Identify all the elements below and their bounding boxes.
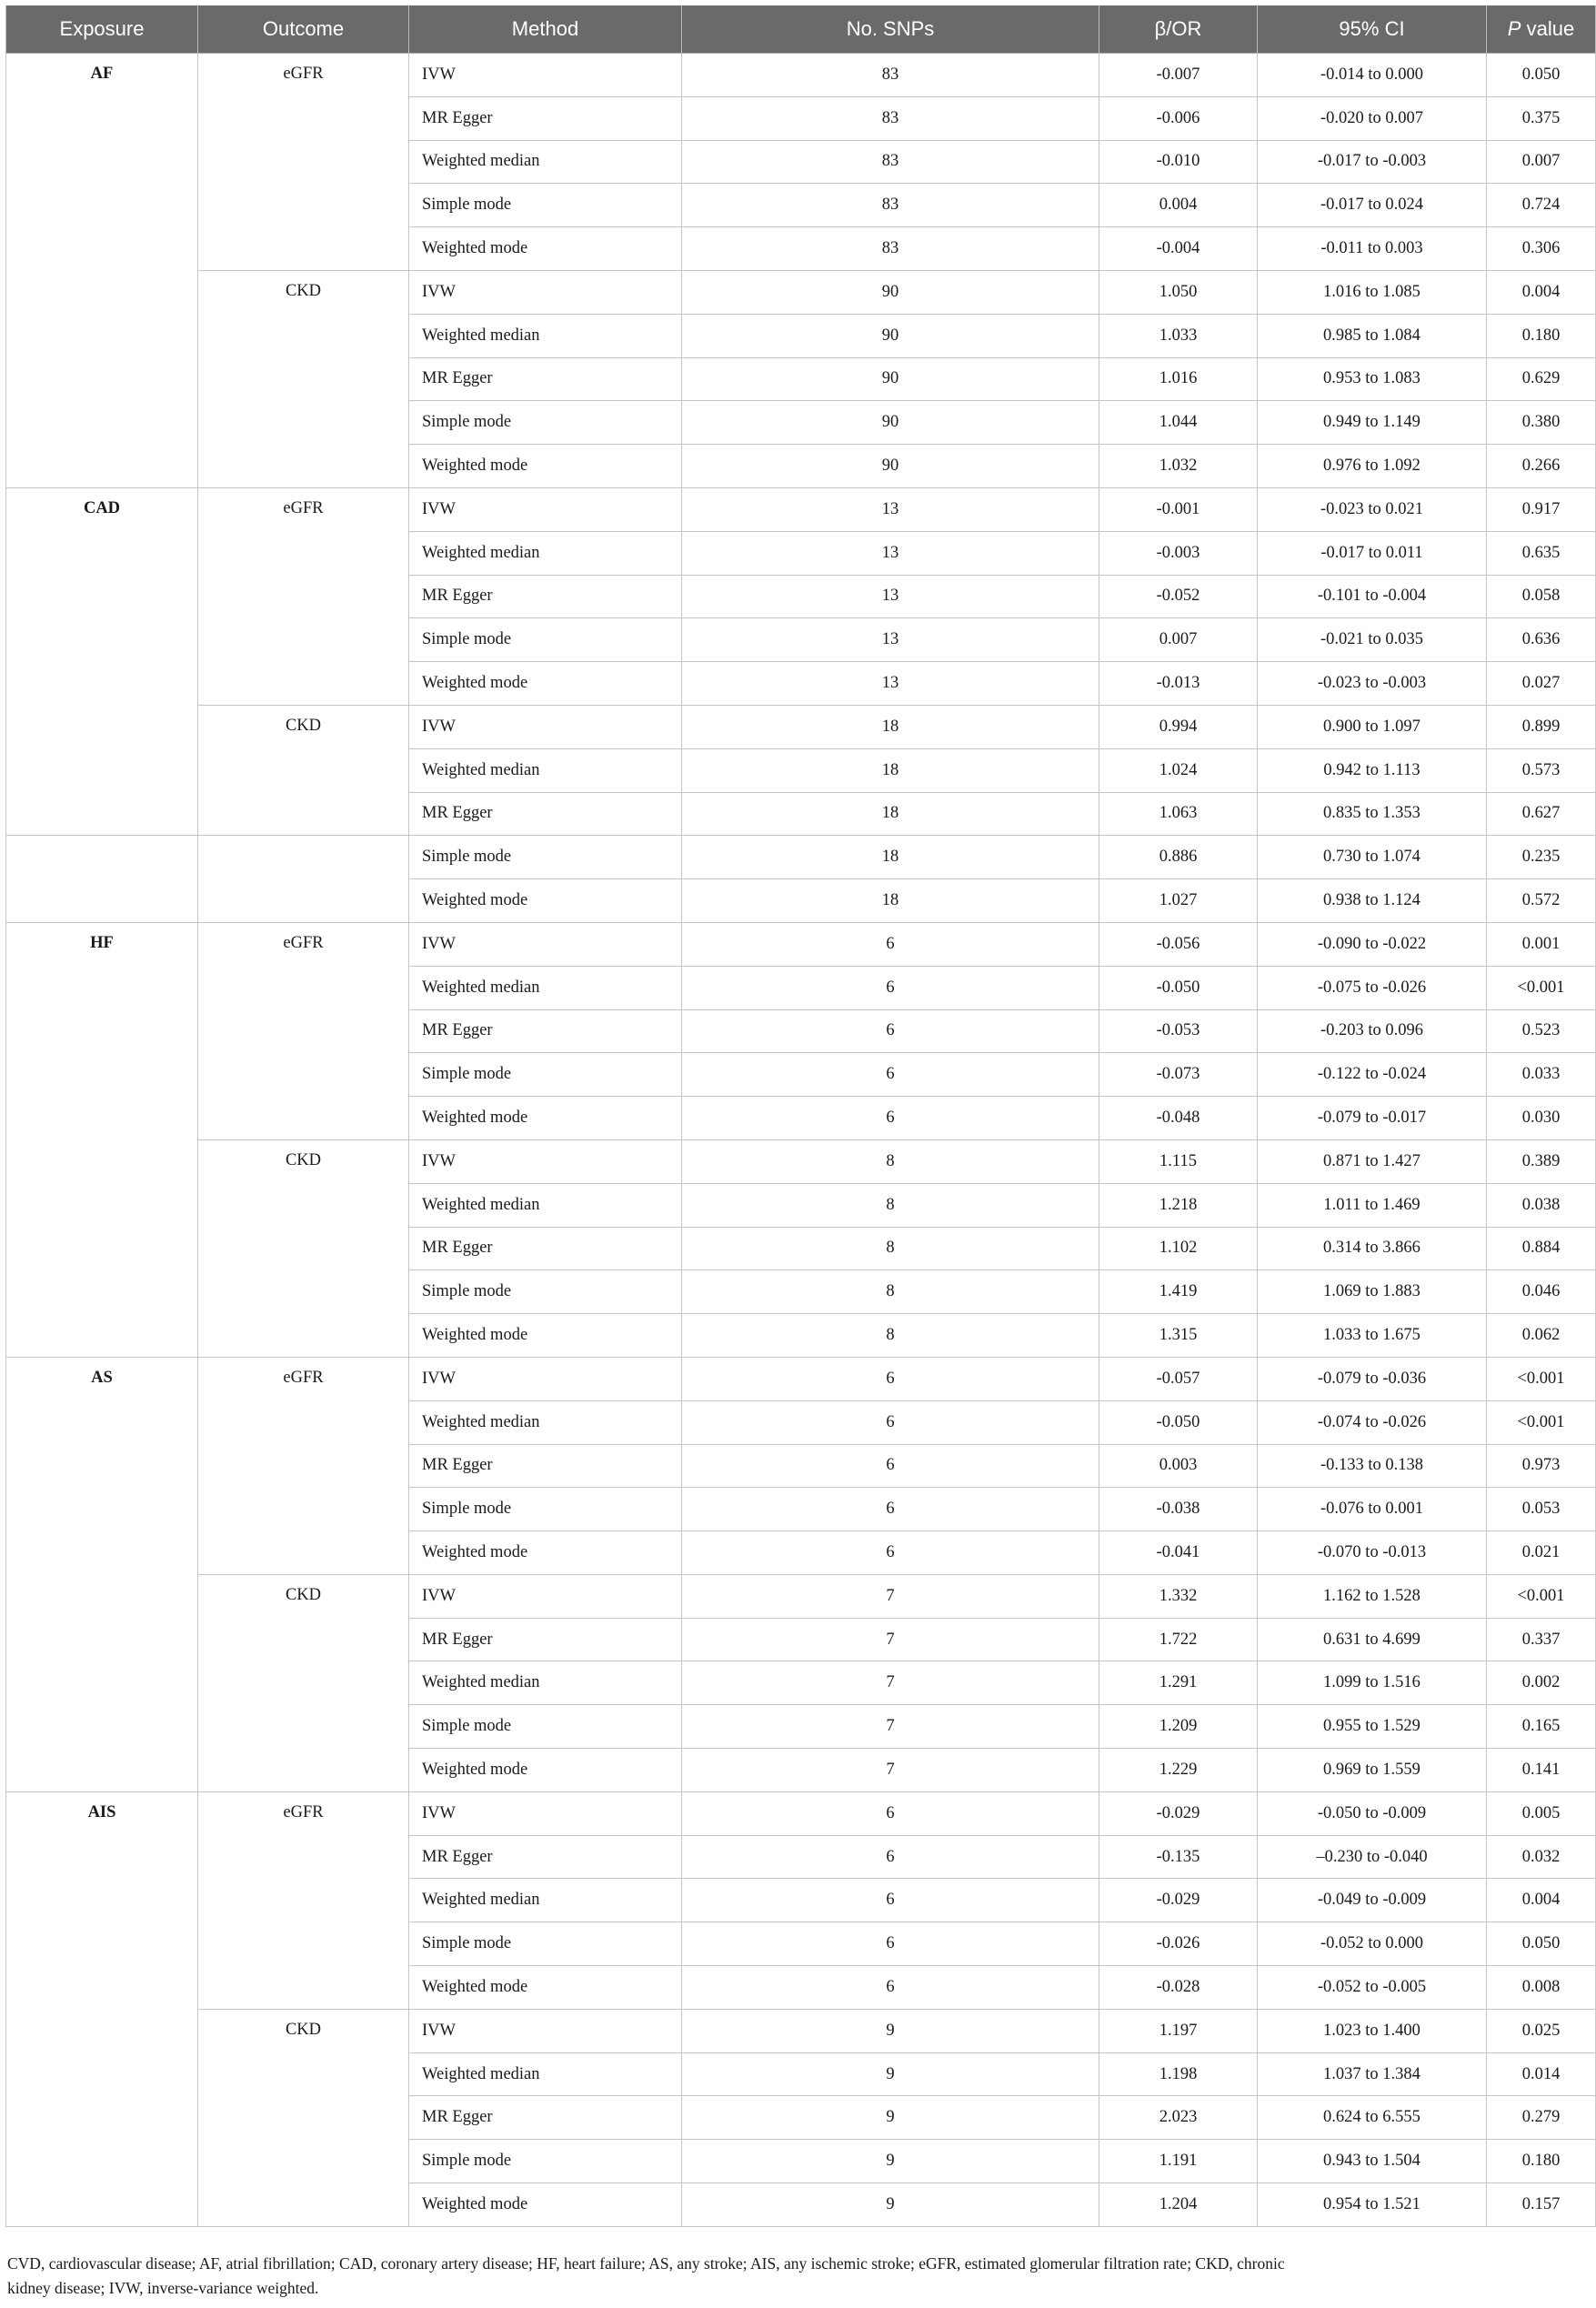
ci-cell: -0.049 to -0.009 xyxy=(1258,1879,1487,1922)
method-cell: Simple mode xyxy=(409,1705,682,1749)
method-cell: Weighted mode xyxy=(409,227,682,271)
p-value-cell: 0.004 xyxy=(1487,1879,1596,1922)
results-table-container xyxy=(5,5,1575,2227)
snps-cell: 83 xyxy=(682,140,1099,184)
ci-cell: -0.017 to -0.003 xyxy=(1258,140,1487,184)
snps-cell: 18 xyxy=(682,792,1099,836)
exposure-cell xyxy=(6,836,198,923)
outcome-cell: CKD xyxy=(198,705,409,835)
table-row xyxy=(6,1791,1596,1835)
p-value-cell: <0.001 xyxy=(1487,1400,1596,1444)
snps-cell: 18 xyxy=(682,879,1099,923)
snps-cell: 9 xyxy=(682,2183,1099,2227)
beta-cell: -0.028 xyxy=(1099,1966,1258,2010)
method-cell: Weighted mode xyxy=(409,2183,682,2227)
beta-cell: 1.044 xyxy=(1099,401,1258,445)
p-value-cell: <0.001 xyxy=(1487,966,1596,1009)
ci-cell: -0.079 to -0.036 xyxy=(1258,1357,1487,1400)
ci-cell: –0.230 to -0.040 xyxy=(1258,1835,1487,1879)
p-value-cell: 0.572 xyxy=(1487,879,1596,923)
p-value-cell: 0.724 xyxy=(1487,184,1596,227)
p-value-cell: 0.389 xyxy=(1487,1139,1596,1183)
header-p-rest: value xyxy=(1521,17,1575,40)
method-cell: Weighted median xyxy=(409,966,682,1009)
method-cell: Weighted mode xyxy=(409,1314,682,1358)
method-cell: MR Egger xyxy=(409,1227,682,1270)
snps-cell: 83 xyxy=(682,184,1099,227)
p-value-cell: 0.180 xyxy=(1487,314,1596,357)
snps-cell: 13 xyxy=(682,531,1099,575)
snps-cell: 6 xyxy=(682,1488,1099,1531)
beta-cell: 1.332 xyxy=(1099,1574,1258,1618)
table-row xyxy=(6,487,1596,531)
snps-cell: 13 xyxy=(682,662,1099,706)
snps-cell: 9 xyxy=(682,2052,1099,2096)
beta-cell: -0.013 xyxy=(1099,662,1258,706)
ci-cell: -0.014 to 0.000 xyxy=(1258,54,1487,97)
ci-cell: -0.074 to -0.026 xyxy=(1258,1400,1487,1444)
outcome-cell: CKD xyxy=(198,1139,409,1357)
ci-cell: 1.162 to 1.528 xyxy=(1258,1574,1487,1618)
method-cell: IVW xyxy=(409,1574,682,1618)
snps-cell: 9 xyxy=(682,2009,1099,2052)
ci-cell: 0.624 to 6.555 xyxy=(1258,2096,1487,2140)
p-value-cell: 0.180 xyxy=(1487,2140,1596,2183)
beta-cell: -0.026 xyxy=(1099,1922,1258,1966)
ci-cell: 0.730 to 1.074 xyxy=(1258,836,1487,879)
snps-cell: 7 xyxy=(682,1749,1099,1792)
snps-cell: 13 xyxy=(682,575,1099,618)
exposure-cell: AF xyxy=(6,54,198,488)
ci-cell: 1.099 to 1.516 xyxy=(1258,1661,1487,1705)
p-value-cell: 0.266 xyxy=(1487,445,1596,488)
ci-cell: -0.122 to -0.024 xyxy=(1258,1053,1487,1097)
beta-cell: -0.010 xyxy=(1099,140,1258,184)
snps-cell: 6 xyxy=(682,966,1099,1009)
method-cell: Weighted median xyxy=(409,1400,682,1444)
p-value-cell: 0.165 xyxy=(1487,1705,1596,1749)
table-row xyxy=(6,2009,1596,2052)
p-value-cell: 0.001 xyxy=(1487,922,1596,966)
outcome-cell: eGFR xyxy=(198,487,409,705)
beta-cell: -0.057 xyxy=(1099,1357,1258,1400)
method-cell: IVW xyxy=(409,1357,682,1400)
table-row xyxy=(6,1574,1596,1618)
ci-cell: 0.949 to 1.149 xyxy=(1258,401,1487,445)
snps-cell: 6 xyxy=(682,922,1099,966)
method-cell: Weighted median xyxy=(409,140,682,184)
beta-cell: 1.063 xyxy=(1099,792,1258,836)
beta-cell: 0.003 xyxy=(1099,1444,1258,1488)
exposure-cell: CAD xyxy=(6,487,198,835)
method-cell: IVW xyxy=(409,1791,682,1835)
method-cell: Weighted median xyxy=(409,1879,682,1922)
outcome-cell: CKD xyxy=(198,2009,409,2226)
snps-cell: 9 xyxy=(682,2096,1099,2140)
header-p-italic: P xyxy=(1507,17,1521,40)
snps-cell: 83 xyxy=(682,54,1099,97)
p-value-cell: 0.002 xyxy=(1487,1661,1596,1705)
ci-cell: 0.955 to 1.529 xyxy=(1258,1705,1487,1749)
method-cell: IVW xyxy=(409,270,682,314)
beta-cell: 1.191 xyxy=(1099,2140,1258,2183)
p-value-cell: 0.627 xyxy=(1487,792,1596,836)
beta-cell: 1.198 xyxy=(1099,2052,1258,2096)
p-value-cell: 0.973 xyxy=(1487,1444,1596,1488)
beta-cell: 1.050 xyxy=(1099,270,1258,314)
mr-results-table xyxy=(5,5,1596,2227)
p-value-cell: 0.635 xyxy=(1487,531,1596,575)
method-cell: Weighted mode xyxy=(409,1531,682,1575)
snps-cell: 8 xyxy=(682,1183,1099,1227)
ci-cell: -0.017 to 0.024 xyxy=(1258,184,1487,227)
beta-cell: -0.135 xyxy=(1099,1835,1258,1879)
exposure-cell: AIS xyxy=(6,1791,198,2226)
snps-cell: 18 xyxy=(682,705,1099,748)
outcome-cell: CKD xyxy=(198,270,409,487)
ci-cell: 0.835 to 1.353 xyxy=(1258,792,1487,836)
method-cell: Simple mode xyxy=(409,1488,682,1531)
p-value-cell: <0.001 xyxy=(1487,1574,1596,1618)
beta-cell: -0.029 xyxy=(1099,1791,1258,1835)
method-cell: MR Egger xyxy=(409,96,682,140)
method-cell: Weighted mode xyxy=(409,879,682,923)
ci-cell: 0.969 to 1.559 xyxy=(1258,1749,1487,1792)
p-value-cell: 0.629 xyxy=(1487,357,1596,401)
method-cell: Weighted median xyxy=(409,748,682,792)
ci-cell: 0.871 to 1.427 xyxy=(1258,1139,1487,1183)
snps-cell: 90 xyxy=(682,401,1099,445)
method-cell: Simple mode xyxy=(409,1922,682,1966)
header-p-value xyxy=(1487,5,1596,54)
method-cell: Simple mode xyxy=(409,2140,682,2183)
snps-cell: 6 xyxy=(682,1400,1099,1444)
method-cell: IVW xyxy=(409,1139,682,1183)
snps-cell: 6 xyxy=(682,1835,1099,1879)
table-body xyxy=(6,54,1596,2227)
beta-cell: 0.007 xyxy=(1099,618,1258,662)
beta-cell: -0.048 xyxy=(1099,1097,1258,1140)
method-cell: Simple mode xyxy=(409,1270,682,1314)
beta-cell: -0.003 xyxy=(1099,531,1258,575)
ci-cell: 0.976 to 1.092 xyxy=(1258,445,1487,488)
ci-cell: -0.101 to -0.004 xyxy=(1258,575,1487,618)
header-method: Method xyxy=(409,5,682,54)
snps-cell: 7 xyxy=(682,1574,1099,1618)
method-cell: MR Egger xyxy=(409,1444,682,1488)
snps-cell: 90 xyxy=(682,357,1099,401)
method-cell: IVW xyxy=(409,705,682,748)
p-value-cell: 0.636 xyxy=(1487,618,1596,662)
p-value-cell: 0.038 xyxy=(1487,1183,1596,1227)
p-value-cell: <0.001 xyxy=(1487,1357,1596,1400)
beta-cell: -0.041 xyxy=(1099,1531,1258,1575)
snps-cell: 8 xyxy=(682,1227,1099,1270)
beta-cell: 0.994 xyxy=(1099,705,1258,748)
p-value-cell: 0.014 xyxy=(1487,2052,1596,2096)
snps-cell: 6 xyxy=(682,1531,1099,1575)
ci-cell: -0.070 to -0.013 xyxy=(1258,1531,1487,1575)
method-cell: IVW xyxy=(409,487,682,531)
snps-cell: 7 xyxy=(682,1705,1099,1749)
outcome-cell: CKD xyxy=(198,1574,409,1791)
header-ci: 95% CI xyxy=(1258,5,1487,54)
outcome-cell xyxy=(198,836,409,923)
beta-cell: 1.027 xyxy=(1099,879,1258,923)
ci-cell: 0.938 to 1.124 xyxy=(1258,879,1487,923)
p-value-cell: 0.005 xyxy=(1487,1791,1596,1835)
header-snps: No. SNPs xyxy=(682,5,1099,54)
ci-cell: -0.020 to 0.007 xyxy=(1258,96,1487,140)
beta-cell: -0.053 xyxy=(1099,1009,1258,1053)
method-cell: MR Egger xyxy=(409,2096,682,2140)
p-value-cell: 0.375 xyxy=(1487,96,1596,140)
p-value-cell: 0.004 xyxy=(1487,270,1596,314)
p-value-cell: 0.337 xyxy=(1487,1618,1596,1661)
table-row xyxy=(6,1357,1596,1400)
beta-cell: -0.050 xyxy=(1099,1400,1258,1444)
p-value-cell: 0.573 xyxy=(1487,748,1596,792)
beta-cell: -0.038 xyxy=(1099,1488,1258,1531)
p-value-cell: 0.030 xyxy=(1487,1097,1596,1140)
beta-cell: -0.056 xyxy=(1099,922,1258,966)
snps-cell: 90 xyxy=(682,270,1099,314)
snps-cell: 8 xyxy=(682,1270,1099,1314)
p-value-cell: 0.306 xyxy=(1487,227,1596,271)
method-cell: Weighted mode xyxy=(409,1966,682,2010)
ci-cell: 0.943 to 1.504 xyxy=(1258,2140,1487,2183)
ci-cell: -0.050 to -0.009 xyxy=(1258,1791,1487,1835)
table-footnote: CVD, cardiovascular disease; AF, atrial fibrillation; CAD, coronary artery disease; HF, heart failure; AS, any stroke; AIS, any ischemic stroke; eGFR, estimated glomerular filtration rate; CKD, chronic kidney disease; IVW, inverse-variance weighted. xyxy=(7,2254,1285,2297)
beta-cell: -0.029 xyxy=(1099,1879,1258,1922)
beta-cell: 0.004 xyxy=(1099,184,1258,227)
ci-cell: -0.023 to -0.003 xyxy=(1258,662,1487,706)
ci-cell: 0.985 to 1.084 xyxy=(1258,314,1487,357)
ci-cell: 1.023 to 1.400 xyxy=(1258,2009,1487,2052)
ci-cell: -0.017 to 0.011 xyxy=(1258,531,1487,575)
ci-cell: -0.052 to 0.000 xyxy=(1258,1922,1487,1966)
beta-cell: 1.197 xyxy=(1099,2009,1258,2052)
method-cell: Weighted median xyxy=(409,531,682,575)
outcome-cell: eGFR xyxy=(198,54,409,271)
snps-cell: 9 xyxy=(682,2140,1099,2183)
p-value-cell: 0.523 xyxy=(1487,1009,1596,1053)
beta-cell: 0.886 xyxy=(1099,836,1258,879)
ci-cell: 1.069 to 1.883 xyxy=(1258,1270,1487,1314)
p-value-cell: 0.062 xyxy=(1487,1314,1596,1358)
method-cell: MR Egger xyxy=(409,792,682,836)
ci-cell: 0.954 to 1.521 xyxy=(1258,2183,1487,2227)
beta-cell: 1.102 xyxy=(1099,1227,1258,1270)
snps-cell: 18 xyxy=(682,836,1099,879)
ci-cell: 1.037 to 1.384 xyxy=(1258,2052,1487,2096)
snps-cell: 83 xyxy=(682,227,1099,271)
method-cell: Weighted mode xyxy=(409,445,682,488)
snps-cell: 13 xyxy=(682,487,1099,531)
ci-cell: -0.052 to -0.005 xyxy=(1258,1966,1487,2010)
beta-cell: 1.032 xyxy=(1099,445,1258,488)
snps-cell: 6 xyxy=(682,1097,1099,1140)
snps-cell: 6 xyxy=(682,1879,1099,1922)
method-cell: Simple mode xyxy=(409,401,682,445)
snps-cell: 6 xyxy=(682,1444,1099,1488)
beta-cell: 1.204 xyxy=(1099,2183,1258,2227)
ci-cell: -0.021 to 0.035 xyxy=(1258,618,1487,662)
header-exposure: Exposure xyxy=(6,5,198,54)
p-value-cell: 0.050 xyxy=(1487,1922,1596,1966)
table-row xyxy=(6,836,1596,879)
p-value-cell: 0.050 xyxy=(1487,54,1596,97)
p-value-cell: 0.917 xyxy=(1487,487,1596,531)
table-row xyxy=(6,270,1596,314)
method-cell: MR Egger xyxy=(409,1618,682,1661)
method-cell: Weighted median xyxy=(409,2052,682,2096)
beta-cell: 1.016 xyxy=(1099,357,1258,401)
snps-cell: 6 xyxy=(682,1357,1099,1400)
method-cell: Weighted median xyxy=(409,1183,682,1227)
header-row xyxy=(6,5,1596,54)
ci-cell: 0.953 to 1.083 xyxy=(1258,357,1487,401)
p-value-cell: 0.884 xyxy=(1487,1227,1596,1270)
ci-cell: 0.314 to 3.866 xyxy=(1258,1227,1487,1270)
ci-cell: -0.075 to -0.026 xyxy=(1258,966,1487,1009)
ci-cell: 1.011 to 1.469 xyxy=(1258,1183,1487,1227)
snps-cell: 6 xyxy=(682,1791,1099,1835)
method-cell: Weighted mode xyxy=(409,1749,682,1792)
p-value-cell: 0.053 xyxy=(1487,1488,1596,1531)
outcome-cell: eGFR xyxy=(198,1791,409,2009)
method-cell: Weighted median xyxy=(409,314,682,357)
method-cell: MR Egger xyxy=(409,1009,682,1053)
table-row xyxy=(6,705,1596,748)
ci-cell: 0.942 to 1.113 xyxy=(1258,748,1487,792)
method-cell: IVW xyxy=(409,922,682,966)
p-value-cell: 0.058 xyxy=(1487,575,1596,618)
exposure-cell: AS xyxy=(6,1357,198,1791)
beta-cell: -0.007 xyxy=(1099,54,1258,97)
ci-cell: -0.011 to 0.003 xyxy=(1258,227,1487,271)
method-cell: Simple mode xyxy=(409,618,682,662)
ci-cell: 1.033 to 1.675 xyxy=(1258,1314,1487,1358)
method-cell: IVW xyxy=(409,54,682,97)
method-cell: IVW xyxy=(409,2009,682,2052)
p-value-cell: 0.007 xyxy=(1487,140,1596,184)
snps-cell: 90 xyxy=(682,314,1099,357)
snps-cell: 7 xyxy=(682,1618,1099,1661)
beta-cell: 1.229 xyxy=(1099,1749,1258,1792)
method-cell: MR Egger xyxy=(409,357,682,401)
p-value-cell: 0.027 xyxy=(1487,662,1596,706)
beta-cell: 1.291 xyxy=(1099,1661,1258,1705)
table-row xyxy=(6,54,1596,97)
method-cell: Simple mode xyxy=(409,1053,682,1097)
snps-cell: 18 xyxy=(682,748,1099,792)
outcome-cell: eGFR xyxy=(198,922,409,1139)
header-beta: β/OR xyxy=(1099,5,1258,54)
beta-cell: -0.001 xyxy=(1099,487,1258,531)
table-row xyxy=(6,1139,1596,1183)
method-cell: MR Egger xyxy=(409,1835,682,1879)
method-cell: Simple mode xyxy=(409,184,682,227)
beta-cell: -0.050 xyxy=(1099,966,1258,1009)
p-value-cell: 0.008 xyxy=(1487,1966,1596,2010)
p-value-cell: 0.380 xyxy=(1487,401,1596,445)
snps-cell: 7 xyxy=(682,1661,1099,1705)
ci-cell: 1.016 to 1.085 xyxy=(1258,270,1487,314)
p-value-cell: 0.235 xyxy=(1487,836,1596,879)
p-value-cell: 0.141 xyxy=(1487,1749,1596,1792)
snps-cell: 8 xyxy=(682,1139,1099,1183)
p-value-cell: 0.899 xyxy=(1487,705,1596,748)
ci-cell: 0.900 to 1.097 xyxy=(1258,705,1487,748)
ci-cell: -0.076 to 0.001 xyxy=(1258,1488,1487,1531)
p-value-cell: 0.157 xyxy=(1487,2183,1596,2227)
method-cell: Weighted mode xyxy=(409,1097,682,1140)
p-value-cell: 0.046 xyxy=(1487,1270,1596,1314)
snps-cell: 83 xyxy=(682,96,1099,140)
beta-cell: -0.004 xyxy=(1099,227,1258,271)
snps-cell: 13 xyxy=(682,618,1099,662)
p-value-cell: 0.279 xyxy=(1487,2096,1596,2140)
beta-cell: 1.024 xyxy=(1099,748,1258,792)
ci-cell: -0.203 to 0.096 xyxy=(1258,1009,1487,1053)
snps-cell: 6 xyxy=(682,1922,1099,1966)
ci-cell: -0.133 to 0.138 xyxy=(1258,1444,1487,1488)
snps-cell: 8 xyxy=(682,1314,1099,1358)
p-value-cell: 0.033 xyxy=(1487,1053,1596,1097)
header-outcome: Outcome xyxy=(198,5,409,54)
beta-cell: 1.419 xyxy=(1099,1270,1258,1314)
p-value-cell: 0.025 xyxy=(1487,2009,1596,2052)
snps-cell: 90 xyxy=(682,445,1099,488)
beta-cell: 1.033 xyxy=(1099,314,1258,357)
ci-cell: 0.631 to 4.699 xyxy=(1258,1618,1487,1661)
p-value-cell: 0.032 xyxy=(1487,1835,1596,1879)
beta-cell: -0.006 xyxy=(1099,96,1258,140)
beta-cell: 2.023 xyxy=(1099,2096,1258,2140)
beta-cell: 1.315 xyxy=(1099,1314,1258,1358)
p-value-cell: 0.021 xyxy=(1487,1531,1596,1575)
snps-cell: 6 xyxy=(682,1009,1099,1053)
snps-cell: 6 xyxy=(682,1053,1099,1097)
method-cell: Weighted median xyxy=(409,1661,682,1705)
beta-cell: -0.073 xyxy=(1099,1053,1258,1097)
beta-cell: 1.115 xyxy=(1099,1139,1258,1183)
ci-cell: -0.090 to -0.022 xyxy=(1258,922,1487,966)
beta-cell: 1.722 xyxy=(1099,1618,1258,1661)
method-cell: Simple mode xyxy=(409,836,682,879)
outcome-cell: eGFR xyxy=(198,1357,409,1574)
beta-cell: -0.052 xyxy=(1099,575,1258,618)
snps-cell: 6 xyxy=(682,1966,1099,2010)
beta-cell: 1.209 xyxy=(1099,1705,1258,1749)
beta-cell: 1.218 xyxy=(1099,1183,1258,1227)
exposure-cell: HF xyxy=(6,922,198,1357)
table-row xyxy=(6,922,1596,966)
ci-cell: -0.023 to 0.021 xyxy=(1258,487,1487,531)
method-cell: MR Egger xyxy=(409,575,682,618)
ci-cell: -0.079 to -0.017 xyxy=(1258,1097,1487,1140)
method-cell: Weighted mode xyxy=(409,662,682,706)
